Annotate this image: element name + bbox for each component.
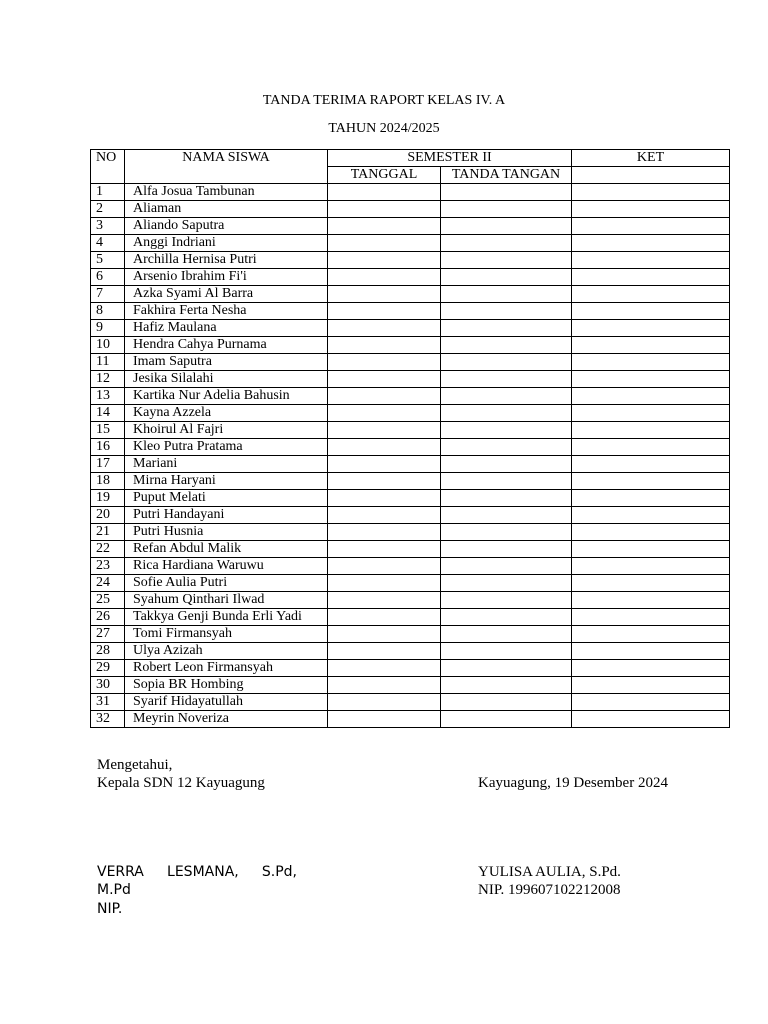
ket-cell xyxy=(572,303,730,320)
row-number: 16 xyxy=(91,439,125,456)
ket-cell xyxy=(572,388,730,405)
tanda-tangan-cell xyxy=(441,507,572,524)
table-row xyxy=(91,507,730,524)
ket-cell xyxy=(572,422,730,439)
student-name: Arsenio Ibrahim Fi'i xyxy=(125,269,328,286)
student-name: Syarif Hidayatullah xyxy=(125,694,328,711)
tanda-tangan-cell xyxy=(441,609,572,626)
table-row xyxy=(91,711,730,728)
tanggal-cell xyxy=(328,218,441,235)
ket-cell xyxy=(572,711,730,728)
row-number: 11 xyxy=(91,354,125,371)
header-tanggal: TANGGAL xyxy=(328,167,441,184)
student-name: Meyrin Noveriza xyxy=(125,711,328,728)
row-number: 21 xyxy=(91,524,125,541)
row-number: 5 xyxy=(91,252,125,269)
tanggal-cell xyxy=(328,609,441,626)
row-number: 19 xyxy=(91,490,125,507)
place-date: Kayuagung, 19 Desember 2024 xyxy=(478,775,668,791)
table-row xyxy=(91,286,730,303)
student-name: Sofie Aulia Putri xyxy=(125,575,328,592)
kepala-sekolah-name: VERRA LESMANA, S.Pd, M.Pd xyxy=(97,864,297,898)
student-name: Refan Abdul Malik xyxy=(125,541,328,558)
header-ket: KET xyxy=(572,150,730,167)
table-row xyxy=(91,218,730,235)
ket-cell xyxy=(572,643,730,660)
table-row xyxy=(91,303,730,320)
table-row xyxy=(91,320,730,337)
student-name: Aliando Saputra xyxy=(125,218,328,235)
document-year: TAHUN 2024/2025 xyxy=(328,121,440,136)
student-name: Ulya Azizah xyxy=(125,643,328,660)
tanggal-cell xyxy=(328,626,441,643)
ket-cell xyxy=(572,524,730,541)
tanggal-cell xyxy=(328,541,441,558)
tanggal-cell xyxy=(328,388,441,405)
ket-cell xyxy=(572,218,730,235)
tanda-tangan-cell xyxy=(441,626,572,643)
student-name: Syahum Qinthari Ilwad xyxy=(125,592,328,609)
tanggal-cell xyxy=(328,558,441,575)
ket-cell xyxy=(572,286,730,303)
wali-kelas-nip: NIP. 199607102212008 xyxy=(478,882,621,898)
ket-cell xyxy=(572,507,730,524)
student-name: Alfa Josua Tambunan xyxy=(125,184,328,201)
row-number: 23 xyxy=(91,558,125,575)
student-name: Hendra Cahya Purnama xyxy=(125,337,328,354)
tanggal-cell xyxy=(328,405,441,422)
row-number: 9 xyxy=(91,320,125,337)
student-name: Kleo Putra Pratama xyxy=(125,439,328,456)
table-row xyxy=(91,575,730,592)
tanggal-cell xyxy=(328,694,441,711)
student-name: Kartika Nur Adelia Bahusin xyxy=(125,388,328,405)
ket-cell xyxy=(572,592,730,609)
row-number: 29 xyxy=(91,660,125,677)
student-name: Kayna Azzela xyxy=(125,405,328,422)
table-row xyxy=(91,337,730,354)
table-header-row xyxy=(91,150,730,167)
tanda-tangan-cell xyxy=(441,201,572,218)
table-row xyxy=(91,456,730,473)
student-name: Mirna Haryani xyxy=(125,473,328,490)
tanda-tangan-cell xyxy=(441,643,572,660)
tanggal-cell xyxy=(328,201,441,218)
row-number: 4 xyxy=(91,235,125,252)
student-name: Puput Melati xyxy=(125,490,328,507)
ket-cell xyxy=(572,575,730,592)
tanda-tangan-cell xyxy=(441,439,572,456)
student-name: Aliaman xyxy=(125,201,328,218)
table-row xyxy=(91,269,730,286)
mengetahui-label: Mengetahui, xyxy=(97,757,173,773)
tanda-tangan-cell xyxy=(441,575,572,592)
tanda-tangan-cell xyxy=(441,286,572,303)
document-title: TANDA TERIMA RAPORT KELAS IV. A xyxy=(262,93,506,108)
tanggal-cell xyxy=(328,337,441,354)
tanda-tangan-cell xyxy=(441,422,572,439)
student-name: Khoirul Al Fajri xyxy=(125,422,328,439)
tanda-tangan-cell xyxy=(441,473,572,490)
tanggal-cell xyxy=(328,235,441,252)
header-semester: SEMESTER II xyxy=(328,150,572,167)
tanggal-cell xyxy=(328,422,441,439)
tanggal-cell xyxy=(328,507,441,524)
tanda-tangan-cell xyxy=(441,371,572,388)
table-row xyxy=(91,405,730,422)
row-number: 32 xyxy=(91,711,125,728)
tanda-tangan-cell xyxy=(441,541,572,558)
tanggal-cell xyxy=(328,524,441,541)
row-number: 20 xyxy=(91,507,125,524)
tanggal-cell xyxy=(328,269,441,286)
tanggal-cell xyxy=(328,456,441,473)
ket-cell xyxy=(572,677,730,694)
tanda-tangan-cell xyxy=(441,694,572,711)
ket-cell xyxy=(572,184,730,201)
table-row xyxy=(91,439,730,456)
table-row xyxy=(91,592,730,609)
ket-cell xyxy=(572,609,730,626)
tanggal-cell xyxy=(328,303,441,320)
table-row xyxy=(91,371,730,388)
tanda-tangan-cell xyxy=(441,184,572,201)
student-name: Putri Husnia xyxy=(125,524,328,541)
ket-cell xyxy=(572,252,730,269)
tanda-tangan-cell xyxy=(441,388,572,405)
ket-cell xyxy=(572,354,730,371)
tanda-tangan-cell xyxy=(441,558,572,575)
row-number: 24 xyxy=(91,575,125,592)
student-name: Jesika Silalahi xyxy=(125,371,328,388)
row-number: 1 xyxy=(91,184,125,201)
ket-cell xyxy=(572,269,730,286)
kepala-sekolah-title: Kepala SDN 12 Kayuagung xyxy=(97,775,265,791)
ket-cell xyxy=(572,201,730,218)
table-row xyxy=(91,235,730,252)
student-name: Hafiz Maulana xyxy=(125,320,328,337)
row-number: 6 xyxy=(91,269,125,286)
tanda-tangan-cell xyxy=(441,660,572,677)
row-number: 30 xyxy=(91,677,125,694)
table-row xyxy=(91,184,730,201)
tanda-tangan-cell xyxy=(441,354,572,371)
tanggal-cell xyxy=(328,490,441,507)
row-number: 25 xyxy=(91,592,125,609)
row-number: 8 xyxy=(91,303,125,320)
table-row xyxy=(91,473,730,490)
row-number: 17 xyxy=(91,456,125,473)
table-row xyxy=(91,660,730,677)
row-number: 12 xyxy=(91,371,125,388)
tanda-tangan-cell xyxy=(441,490,572,507)
tanggal-cell xyxy=(328,660,441,677)
tanggal-cell xyxy=(328,677,441,694)
row-number: 27 xyxy=(91,626,125,643)
header-nama-siswa: NAMA SISWA xyxy=(125,150,328,184)
table-row xyxy=(91,354,730,371)
tanda-tangan-cell xyxy=(441,524,572,541)
ket-cell xyxy=(572,405,730,422)
ket-cell xyxy=(572,558,730,575)
tanggal-cell xyxy=(328,643,441,660)
tanda-tangan-cell xyxy=(441,711,572,728)
student-name: Mariani xyxy=(125,456,328,473)
tanda-tangan-cell xyxy=(441,235,572,252)
ket-cell xyxy=(572,371,730,388)
table-row xyxy=(91,201,730,218)
ket-cell xyxy=(572,235,730,252)
tanggal-cell xyxy=(328,473,441,490)
row-number: 31 xyxy=(91,694,125,711)
tanggal-cell xyxy=(328,252,441,269)
table-row xyxy=(91,490,730,507)
row-number: 26 xyxy=(91,609,125,626)
row-number: 18 xyxy=(91,473,125,490)
student-name: Azka Syami Al Barra xyxy=(125,286,328,303)
table-row xyxy=(91,609,730,626)
ket-cell xyxy=(572,456,730,473)
student-name: Archilla Hernisa Putri xyxy=(125,252,328,269)
table-row xyxy=(91,252,730,269)
row-number: 2 xyxy=(91,201,125,218)
row-number: 10 xyxy=(91,337,125,354)
ket-cell xyxy=(572,694,730,711)
ket-cell xyxy=(572,439,730,456)
tanggal-cell xyxy=(328,320,441,337)
tanda-tangan-cell xyxy=(441,218,572,235)
tanda-tangan-cell xyxy=(441,456,572,473)
student-name: Fakhira Ferta Nesha xyxy=(125,303,328,320)
tanggal-cell xyxy=(328,184,441,201)
tanggal-cell xyxy=(328,592,441,609)
student-name: Rica Hardiana Waruwu xyxy=(125,558,328,575)
wali-kelas-name: YULISA AULIA, S.Pd. xyxy=(478,864,621,880)
tanggal-cell xyxy=(328,711,441,728)
ket-cell xyxy=(572,490,730,507)
header-no: NO xyxy=(91,150,125,184)
tanda-tangan-cell xyxy=(441,269,572,286)
table-row xyxy=(91,694,730,711)
tanda-tangan-cell xyxy=(441,592,572,609)
header-tanda-tangan: TANDA TANGAN xyxy=(441,167,572,184)
report-receipt-table xyxy=(90,149,730,728)
student-name: Sopia BR Hombing xyxy=(125,677,328,694)
table-row xyxy=(91,388,730,405)
tanda-tangan-cell xyxy=(441,320,572,337)
kepala-sekolah-nip: NIP. xyxy=(97,901,123,917)
row-number: 13 xyxy=(91,388,125,405)
tanda-tangan-cell xyxy=(441,405,572,422)
student-name: Robert Leon Firmansyah xyxy=(125,660,328,677)
ket-cell xyxy=(572,473,730,490)
row-number: 3 xyxy=(91,218,125,235)
tanggal-cell xyxy=(328,354,441,371)
row-number: 15 xyxy=(91,422,125,439)
ket-cell xyxy=(572,626,730,643)
table-row xyxy=(91,558,730,575)
header-ket-empty xyxy=(572,167,730,184)
table-row xyxy=(91,541,730,558)
tanggal-cell xyxy=(328,286,441,303)
tanda-tangan-cell xyxy=(441,677,572,694)
table-row xyxy=(91,677,730,694)
student-name: Tomi Firmansyah xyxy=(125,626,328,643)
table-row xyxy=(91,643,730,660)
tanggal-cell xyxy=(328,371,441,388)
student-name: Imam Saputra xyxy=(125,354,328,371)
row-number: 28 xyxy=(91,643,125,660)
table-row xyxy=(91,626,730,643)
tanda-tangan-cell xyxy=(441,303,572,320)
row-number: 22 xyxy=(91,541,125,558)
tanda-tangan-cell xyxy=(441,337,572,354)
ket-cell xyxy=(572,541,730,558)
ket-cell xyxy=(572,337,730,354)
table-row xyxy=(91,422,730,439)
student-name: Putri Handayani xyxy=(125,507,328,524)
tanda-tangan-cell xyxy=(441,252,572,269)
tanggal-cell xyxy=(328,439,441,456)
row-number: 14 xyxy=(91,405,125,422)
ket-cell xyxy=(572,320,730,337)
ket-cell xyxy=(572,660,730,677)
student-name: Takkya Genji Bunda Erli Yadi xyxy=(125,609,328,626)
student-name: Anggi Indriani xyxy=(125,235,328,252)
tanggal-cell xyxy=(328,575,441,592)
table-row xyxy=(91,524,730,541)
row-number: 7 xyxy=(91,286,125,303)
